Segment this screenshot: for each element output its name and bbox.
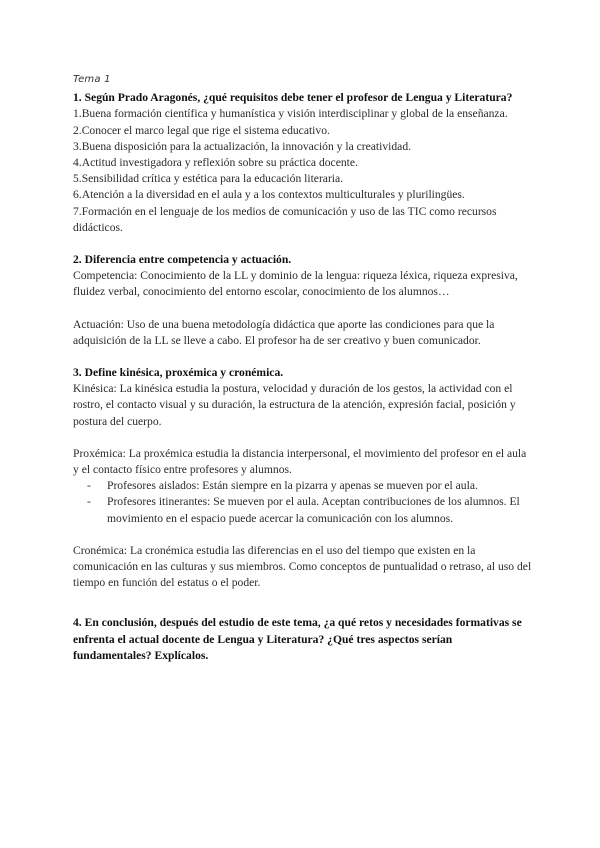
dash-bullet: - <box>87 495 91 509</box>
question-1-title: 1. Según Prado Aragonés, ¿qué requisitos debe tener el profesor de Lengua y Literatura? <box>73 91 513 105</box>
kinesica-paragraph: Kinésica: La kinésica estudia la postura, velocidad y duración de los gestos, la actividad con el rostro, el contacto visual y su duración, la estructura de la atención, expresión facial, posición y postura del cuerpo. <box>73 382 516 428</box>
q1-item: 6.Atención a la diversidad en el aula y a los contextos multiculturales y plurilingües. <box>73 188 465 202</box>
q1-item: 2.Conocer el marco legal que rige el sistema educativo. <box>73 123 330 137</box>
question-2-title: 2. Diferencia entre competencia y actuación. <box>73 253 292 267</box>
list-item-text: Profesores itinerantes: Se mueven por el aula. Aceptan contribuciones de los alumnos. El movimiento en el espacio puede acercar la comunicación con los alumnos. <box>107 495 520 525</box>
competencia-paragraph: Competencia: Conocimiento de la LL y dominio de la lengua: riqueza léxica, riqueza expresiva, fluidez verbal, conocimiento del entorno escolar, conocimiento de los alumnos… <box>73 269 518 299</box>
q1-item: 1.Buena formación científica y humanística y visión interdisciplinar y global de la enseñanza. <box>73 107 508 121</box>
list-item <box>73 494 533 526</box>
q1-item: 4.Actitud investigadora y reflexión sobre su práctica docente. <box>73 156 358 170</box>
list-item-text: Profesores aislados: Están siempre en la pizarra y apenas se mueven por el aula. <box>107 479 478 493</box>
list-item <box>73 478 533 494</box>
question-3-title: 3. Define kinésica, proxémica y cronémica. <box>73 366 284 380</box>
tema-label: Tema 1 <box>73 74 111 85</box>
q1-item: 3.Buena disposición para la actualización, la innovación y la creatividad. <box>73 139 412 153</box>
proxemica-list <box>73 478 533 527</box>
document-body <box>73 72 533 664</box>
q1-item: 7.Formación en el lenguaje de los medios de comunicación y uso de las TIC como recursos didácticos. <box>73 204 497 234</box>
cronemica-paragraph: Cronémica: La cronémica estudia las diferencias en el uso del tiempo que existen en la comunicación en las culturas y sus miembros. Como conceptos de puntualidad o retraso, al uso del tiempo en función del estatus o el poder. <box>73 543 532 590</box>
q1-item: 5.Sensibilidad crítica y estética para la educación literaria. <box>73 172 344 186</box>
actuacion-paragraph: Actuación: Uso de una buena metodología didáctica que aporte las condiciones para que la adquisición de la LL se lleve a cabo. El profesor ha de ser creativo y buen comunicador. <box>73 317 495 347</box>
proxemica-paragraph: Proxémica: La proxémica estudia la distancia interpersonal, el movimiento del profesor en el aula y el contacto físico entre profesores y alumnos. <box>73 446 527 477</box>
question-4-title: 4. En conclusión, después del estudio de este tema, ¿a qué retos y necesidades formativas se enfrenta el actual docente de Lengua y Literatura? ¿Qué tres aspectos serían fundamentales? Explícalos. <box>73 616 522 662</box>
dash-bullet: - <box>87 479 91 493</box>
